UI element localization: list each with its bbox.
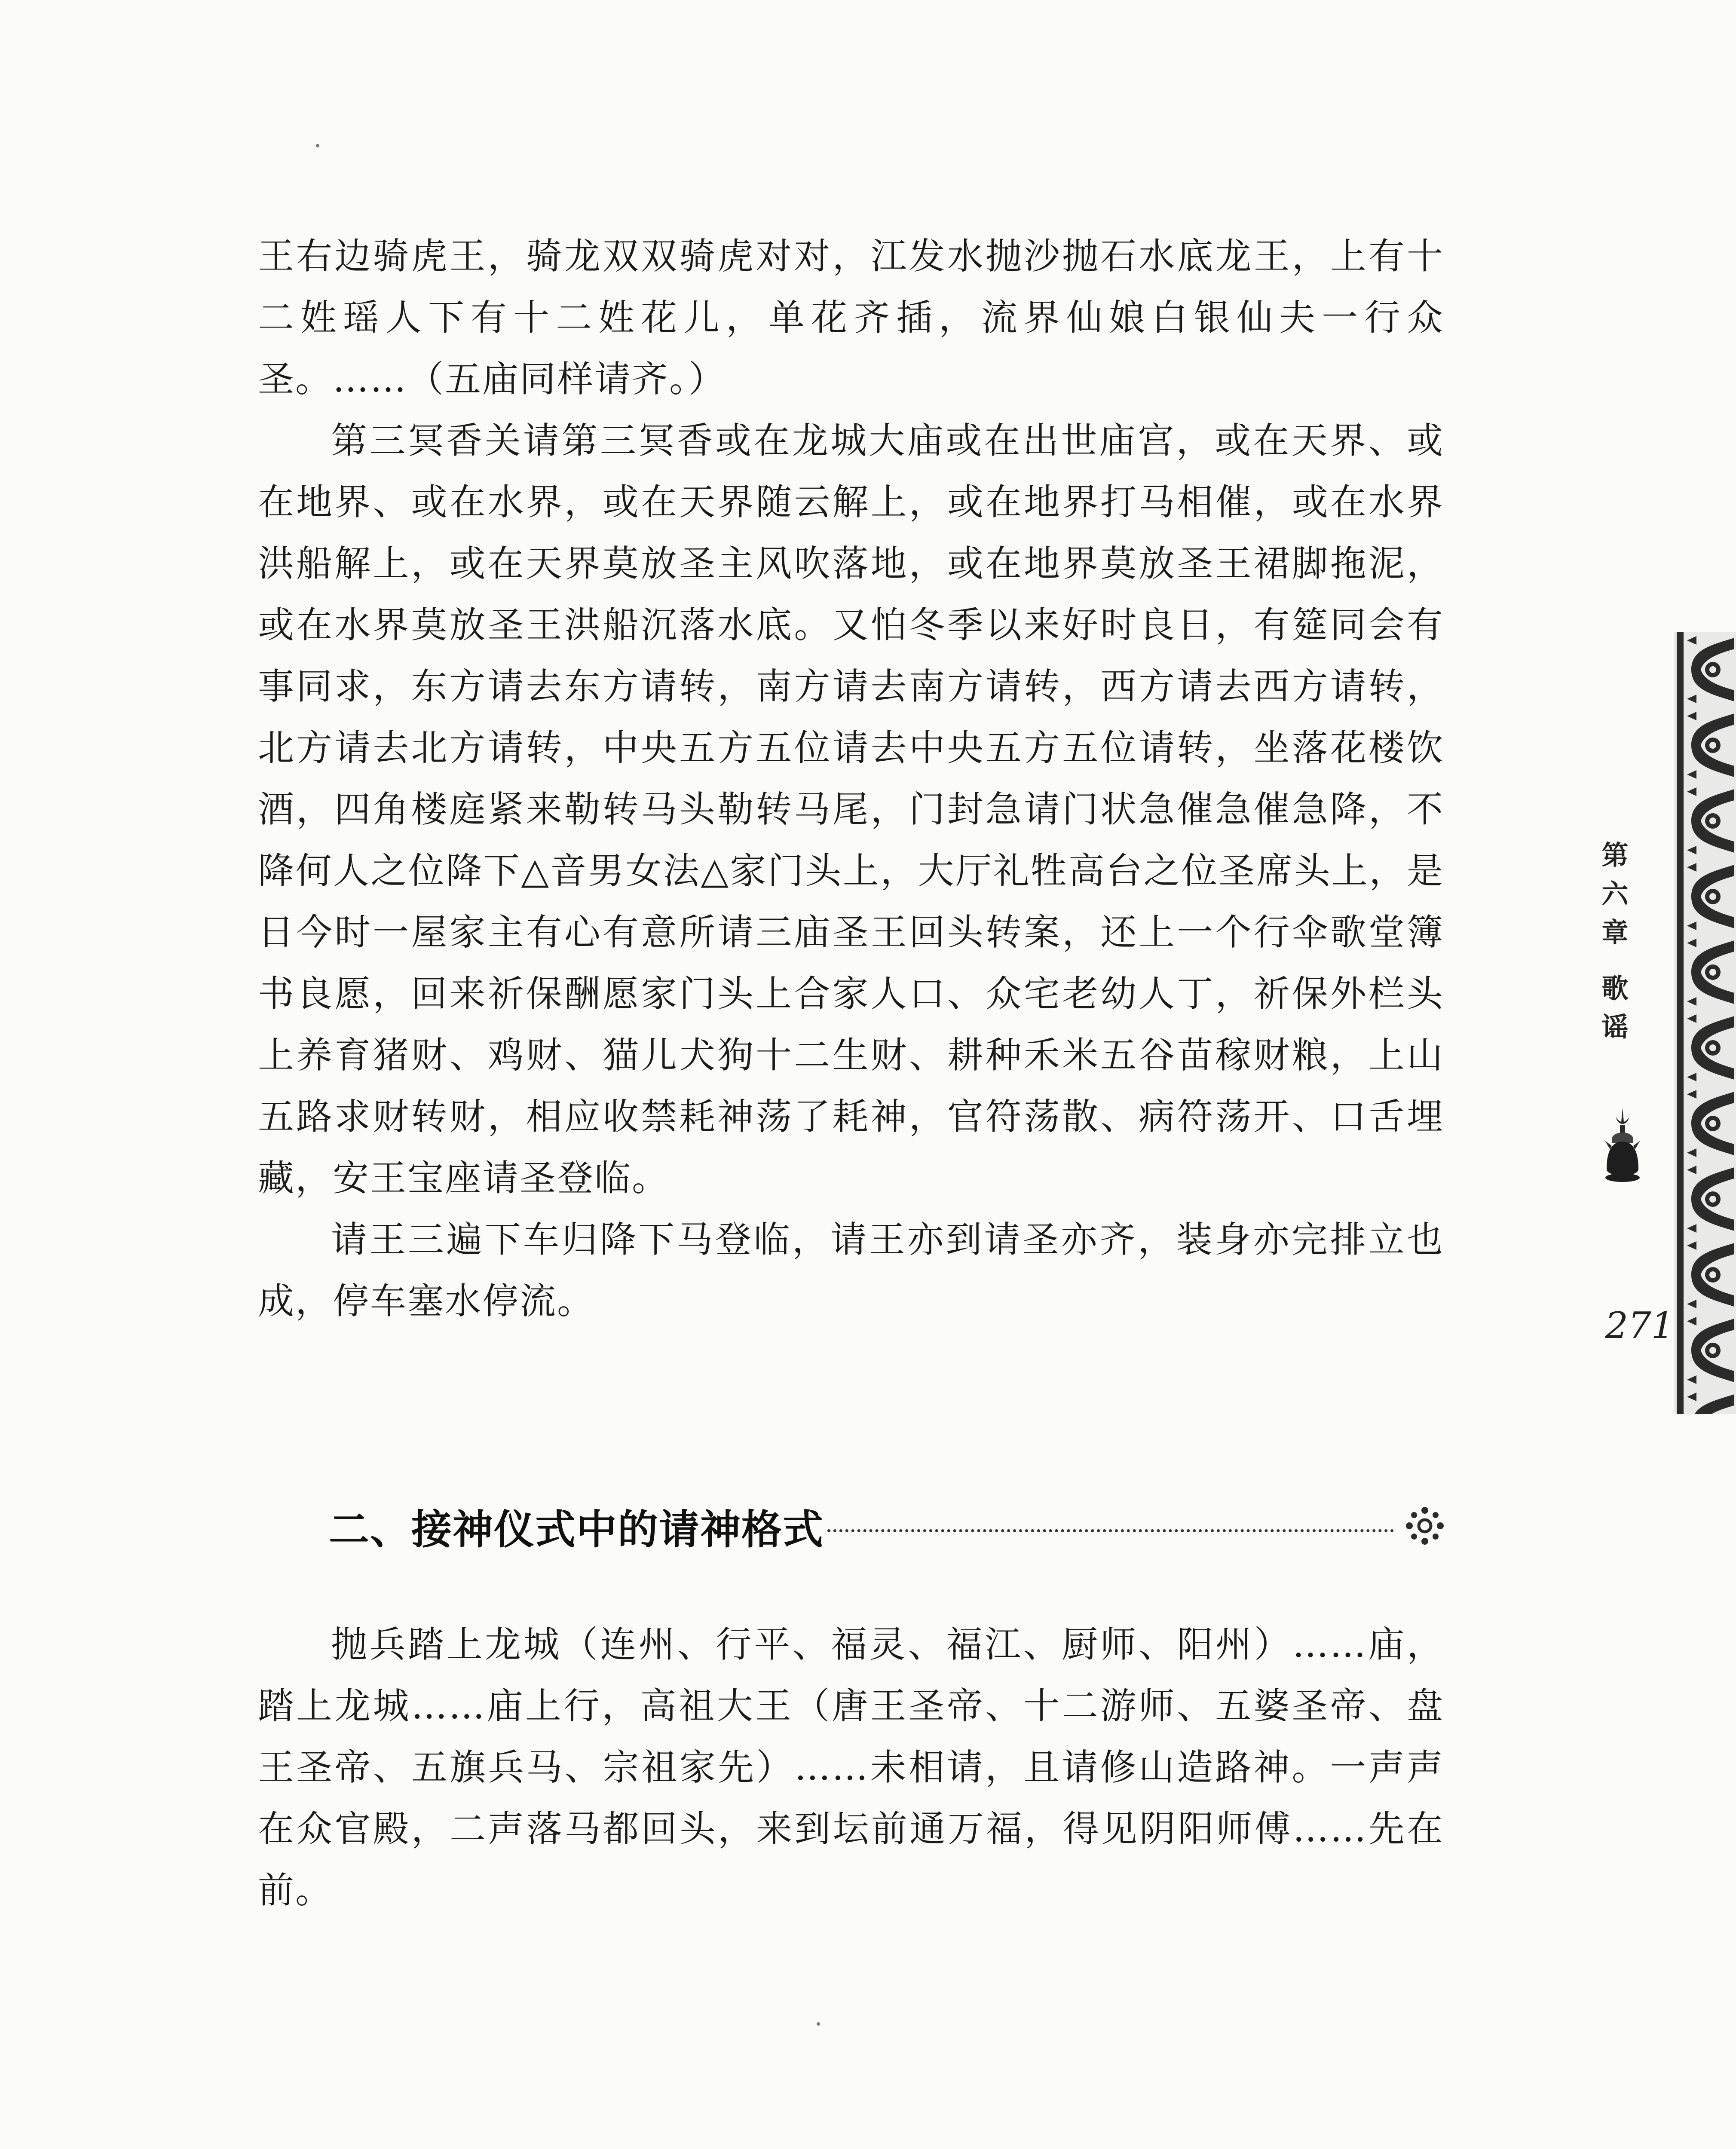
body-text-bottom [258,1614,1444,1921]
paragraph: 请王三遍下车归降下马登临，请王亦到请圣亦齐，装身亦完排立也成，停车塞水停流。 [258,1218,1444,1322]
chapter-tab-char: 歌 [1601,973,1629,1004]
decorative-border [1674,632,1736,1414]
heading-dotted-leader [827,1529,1394,1532]
chapter-tab-char: 章 [1601,917,1629,948]
paragraph: 第三冥香关请第三冥香或在龙城大庙或在出世庙宫，或在天界、或在地界、或在水界，或在天界随云解上，或在地界打马相催，或在水界洪船解上，或在天界莫放圣主风吹落地，或在地界莫放圣王裙脚拖泥，或在水界莫放圣王洪船沉落水底。又怕冬季以来好时良日，有筵同会有事同求，东方请去东方请转，南方请去南方请转，西方请去西方请转，北方请去北方请转，中央五方五位请去中央五方五位请转，坐落花楼饮酒，四角楼庭紧来勒转马头勒转马尾，门封急请门状急催急催急降，不降何人之位降下△音男女法△家门头上，大厅礼牲高台之位圣席头上，是日今时一屋家主有心有意所请三庙圣王回头转案，还上一个行伞歌堂簿书良愿，回来祈保酬愿家门头上合家人口、众宅老幼人丁，祈保外栏头上养育猪财、鸡财、猫儿犬狗十二生财、耕种禾米五谷苗稼财粮，上山五路求财转财，相应收禁耗神荡了耗神，官符荡散、病符荡开、口舌埋藏，安王宝座请圣登临。 [258,419,1444,1199]
chapter-tab-char: 谣 [1601,1011,1629,1043]
paragraph: 抛兵踏上龙城（连州、行平、福灵、福江、厨师、阳州）……庙，踏上龙城……庙上行，高祖大王（唐王圣帝、十二游师、五婆圣帝、盘王圣帝、五旗兵马、宗祖家先）……未相请，且请修山造路神。一声声在众官殿，二声落马都回头，来到坛前通万福，得见阴阳师傅……先在前。 [258,1623,1444,1911]
chapter-tab-gap [1590,952,1640,969]
print-speck [817,2022,820,2026]
section-heading-text: 二、接神仪式中的请神格式 [329,1506,824,1553]
chapter-tab [1590,836,1640,1047]
bell-icon [1599,1105,1646,1191]
paragraph-continued: 王右边骑虎王，骑龙双双骑虎对对，江发水抛沙抛石水底龙王，上有十二姓瑶人下有十二姓花儿，单花齐插，流界仙娘白银仙夫一行众圣。……（五庙同样请齐。） [258,235,1444,400]
chapter-tab-char: 第 [1601,839,1629,871]
print-speck [316,144,319,147]
page-number: 271 [1605,1304,1674,1347]
body-text-top [258,226,1444,1332]
section-heading [329,1496,1446,1556]
chapter-tab-char: 六 [1601,878,1629,909]
flower-ornament-icon [1403,1504,1446,1547]
